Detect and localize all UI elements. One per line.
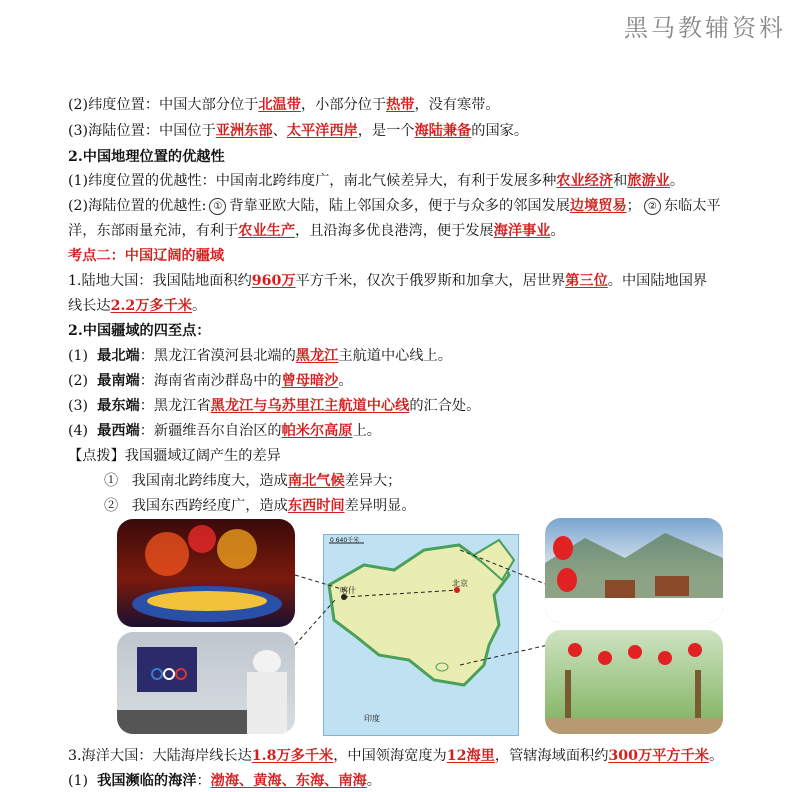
latitude-position-line <box>68 95 500 115</box>
index: (3) <box>68 398 89 414</box>
text: ：黑龙江省漠河县北端的 <box>139 348 296 364</box>
answer: 1.8万多千米 <box>251 748 334 764</box>
section-heading: 2.中国地理位置的优越性 <box>68 149 225 165</box>
answer: 2.2万多千米 <box>110 298 193 314</box>
text: ，小部分位于 <box>300 97 387 113</box>
exam-point-heading: 考点二：中国辽阔的疆域 <box>68 248 225 264</box>
text: ，管辖海域面积约 <box>494 748 609 764</box>
extreme-point-row <box>68 396 480 416</box>
text: ，且沿海多优良港湾，便于发展 <box>295 223 494 239</box>
extreme-point-row <box>68 421 381 441</box>
palm-lanterns-illustration <box>545 630 723 734</box>
index: ① <box>104 473 119 489</box>
key: 最北端 <box>97 348 140 364</box>
answer: 旅游业 <box>627 173 670 189</box>
answer: 960万 <box>251 273 296 289</box>
key: 最西端 <box>97 423 140 439</box>
difference-row <box>104 471 401 491</box>
text: 我国南北跨纬度大，造成 <box>131 473 288 489</box>
text: (2)海陆位置的优越性: <box>68 198 207 214</box>
extreme-point-row <box>68 371 353 391</box>
watermark: 黑马教辅资料 <box>624 14 786 42</box>
text: 3.海洋大国：大陆海岸线长达 <box>68 748 252 764</box>
text: ，中国领海宽度为 <box>333 748 447 764</box>
text: ：黑龙江省 <box>139 398 211 414</box>
sea-land-advantage-line <box>68 196 721 216</box>
crowd-olympics-photo <box>117 632 295 734</box>
answer: 南北气候 <box>287 473 345 489</box>
text: 的国家。 <box>471 123 529 139</box>
answer: 黑龙江与乌苏里江主航道中心线 <box>210 398 410 414</box>
map-scale: 0 640千米 <box>330 537 360 544</box>
text: 和 <box>613 173 628 189</box>
text: 。中国陆地国界 <box>607 273 708 289</box>
text: ： <box>196 773 211 789</box>
text: 、 <box>272 123 287 139</box>
sea-land-position-line <box>68 121 528 141</box>
text: 。 <box>366 773 381 789</box>
text: ，没有寒带。 <box>414 97 500 113</box>
index: (2) <box>68 373 89 389</box>
key: 最东端 <box>97 398 140 414</box>
text: 。 <box>192 298 207 314</box>
text: 差异大； <box>344 473 402 489</box>
answer: 农业经济 <box>556 173 614 189</box>
crowd-illustration <box>117 632 295 734</box>
answer: 边境贸易 <box>569 198 627 214</box>
fireworks-illustration <box>117 519 295 627</box>
circle-number: ① <box>209 198 226 215</box>
extreme-points-heading: 2.中国疆域的四至点： <box>68 323 211 339</box>
map-label-kashgar: 喀什 <box>340 586 356 595</box>
answer: 12海里 <box>446 748 495 764</box>
text: 的汇合处。 <box>409 398 481 414</box>
map-connector-lines <box>290 535 550 685</box>
text: (2)纬度位置：中国大部分位于 <box>68 97 259 113</box>
text: 上。 <box>352 423 381 439</box>
answer: 300万平方千米 <box>608 748 709 764</box>
fireworks-stadium-photo <box>117 519 295 627</box>
difference-row <box>104 496 416 516</box>
answer: 曾母暗沙 <box>281 373 339 389</box>
text: 东临太平 <box>663 198 721 214</box>
text: 。 <box>669 173 685 189</box>
text: 平方千米，仅次于俄罗斯和加拿大，居世界 <box>295 273 566 289</box>
answer: 北温带 <box>258 97 301 113</box>
text: ：海南省南沙群岛中的 <box>139 373 282 389</box>
key: 最南端 <box>97 373 140 389</box>
answer: 黑龙江 <box>295 348 339 364</box>
answer: 东西时间 <box>287 498 345 514</box>
text: 主航道中心线上。 <box>338 348 452 364</box>
text: (3)海陆位置：中国位于 <box>68 123 216 139</box>
index: (1) <box>68 773 89 789</box>
text: 1.陆地大国：我国陆地面积约 <box>68 273 252 289</box>
map-label-sea: 印度 <box>364 714 380 723</box>
index: (4) <box>68 423 89 439</box>
answer: 热带 <box>386 97 415 113</box>
bordering-seas-line <box>68 771 381 791</box>
sea-land-advantage-line-2 <box>68 221 565 241</box>
text: 线长达 <box>68 298 111 314</box>
snow-village-photo <box>545 518 723 623</box>
text: 。 <box>550 223 565 239</box>
text: 背靠亚欧大陆，陆上邻国众多，便于与众多的邻国发展 <box>229 198 570 214</box>
answer: 太平洋西岸 <box>286 123 358 139</box>
answer: 帕米尔高原 <box>281 423 353 439</box>
text: 。 <box>338 373 353 389</box>
text: 。 <box>708 748 724 764</box>
text: ，是一个 <box>357 123 415 139</box>
map-label-beijing: 北京 <box>452 579 468 588</box>
index: ② <box>104 498 119 514</box>
snow-village-illustration <box>545 518 723 623</box>
text: 差异明显。 <box>344 498 416 514</box>
answer: 海洋事业 <box>493 223 551 239</box>
answer: 亚洲东部 <box>215 123 273 139</box>
latitude-advantage-line <box>68 171 684 191</box>
key: 我国濒临的海洋 <box>97 773 197 789</box>
answer: 海陆兼备 <box>414 123 472 139</box>
ocean-country-line <box>68 746 723 766</box>
index: (1) <box>68 348 89 364</box>
land-area-line <box>68 271 707 291</box>
answer: 农业生产 <box>238 223 296 239</box>
text: 我国东西跨经度广，造成 <box>131 498 288 514</box>
text: (1)纬度位置的优越性：中国南北跨纬度广，南北气候差异大，有利于发展多种 <box>68 173 557 189</box>
answer: 第三位 <box>565 273 608 289</box>
text: ：新疆维吾尔自治区的 <box>139 423 282 439</box>
palm-lanterns-photo <box>545 630 723 734</box>
land-border-line <box>68 296 206 316</box>
answer: 渤海、黄海、东海、南海 <box>210 773 367 789</box>
circle-number: ② <box>644 198 661 215</box>
text: ； <box>626 198 641 214</box>
tip-line: 【点拨】我国疆域辽阔产生的差异 <box>68 448 281 464</box>
text: 洋，东部雨量充沛，有利于 <box>68 223 239 239</box>
extreme-point-row <box>68 346 452 366</box>
